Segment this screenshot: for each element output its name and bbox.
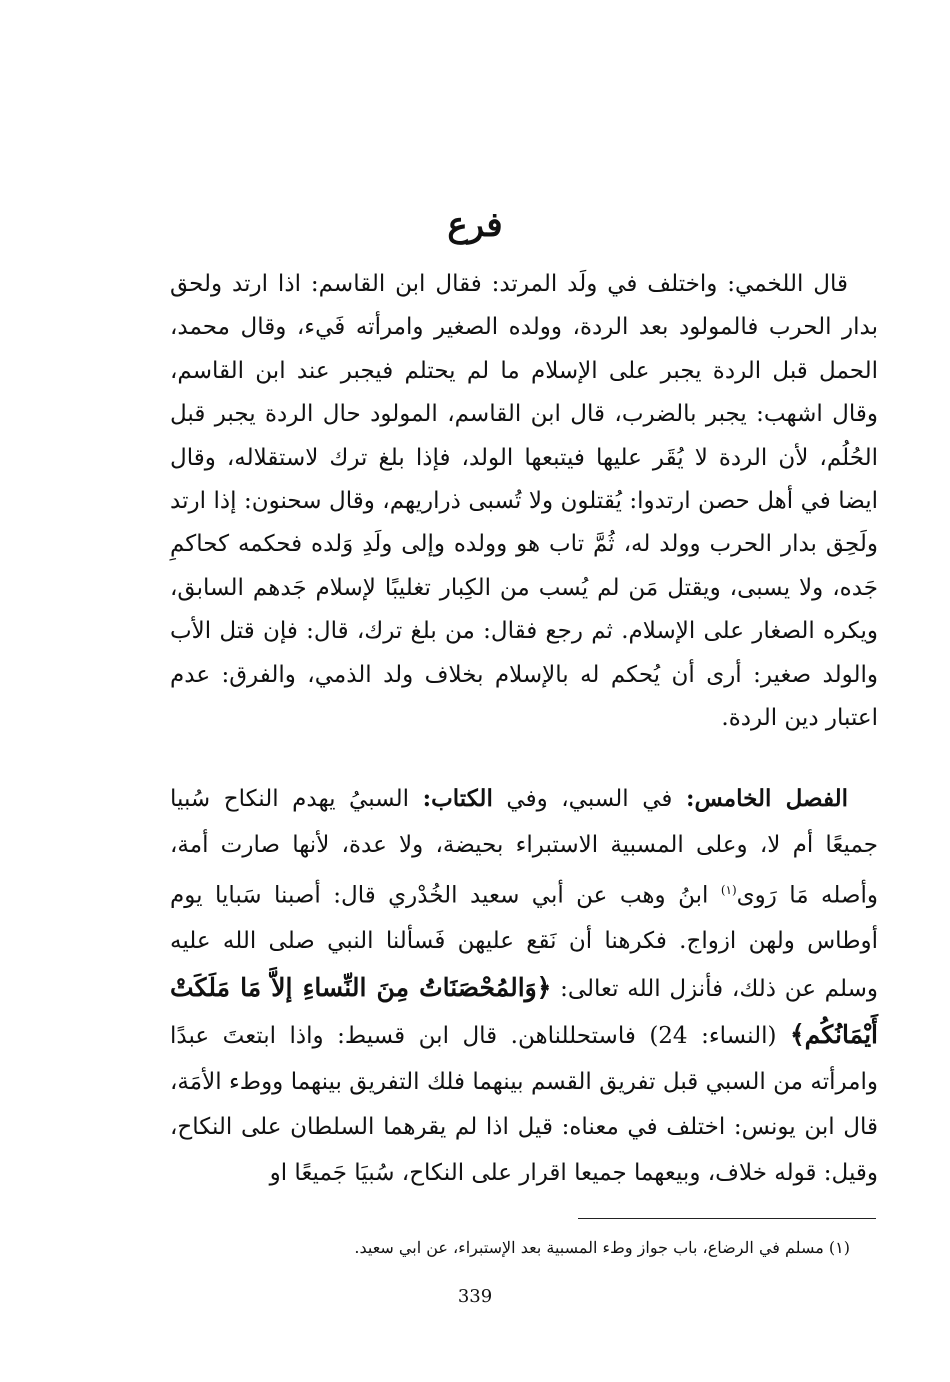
chapter-text-part1: في السبي، وفي [506, 786, 673, 812]
section-heading: فرع [447, 205, 503, 245]
fifth-chapter-block [170, 776, 878, 1196]
quran-verse: ﴿وَالمُحْصَنَاتُ مِنَ النِّساءِ إلاَّ مَا مَلَكَتْ أَيْمَانُكُم﴾ [170, 972, 878, 1050]
footnote-divider [578, 1218, 876, 1219]
paragraph-lakhmi: قال اللخمي: واختلف في ولَد المرتد: فقال ابن القاسم: اذا ارتد ولحق بدار الحرب فالمولود بعد الردة، وولده الصغير وامرأته فَيء، وقال محمد، الحمل قبل الردة يجبر على الإسلام ما لم يحتلم فيجبر عند ابن القاسم، وقال اشهب: يجبر بالضرب، قال ابن القاسم، المولود حال الردة يجبر قبل الحُلُم، لأن الردة لا يُقَر عليها فيتبعها الولد، فإذا بلغ ترك لاستقلاله، وقال ايضا في أهل حصن ارتدوا: يُقتلون ولا تُسبى ذراريهم، وقال سحنون: إذا ارتد ولَحِق بدار الحرب وولد له، ثُمَّ تاب هو وولده وإلى ولَدِ وَلده فحكمه كحاكمِ جَده، ولا يسبى، ويقتل مَن لم يُسب من الكِبار تغليبًا لإسلام جَدهم السابق، ويكره الصغار على الإسلام. ثم رجع فقال: من بلغ ترك، قال: فإن قتل الأب والولد صغير: أرى أن يُحكم له بالإسلام بخلاف ولد الذمي، والفرق: عدم اعتبار دين الردة. [170, 271, 878, 732]
first-paragraph-block [170, 263, 878, 740]
chapter-text-part2: السبيُ يهدم النكاح سُبيا جميعًا أم لا، وعلى المسبية الاستبراء بحيضة، ولا عدة، لأنها صارت أمة، وأصله مَا رَوى [170, 786, 879, 909]
footnote: (١) مسلم في الرضاع، باب جواز وطء المسبية بعد الإستبراء، عن ابي سعيد. [354, 1238, 850, 1257]
chapter-text-part4: (النساء: 24) فاستحللناهن. قال ابن قسيط: واذا ابتعتَ عبدًا وامرأته من السبي قبل تفريق القسم بينهما فلك التفريق بينهما ووطء الأمَة، قال ابن يونس: اختلف في معناه: قيل اذا لم يقرهما السلطان على النكاح، وقيل: قوله خلاف، وبيعهما جميعا اقرار على النكاح، سُبيَا جَميعًا او [170, 1023, 878, 1186]
chapter-text-part3: ابنُ وهب عن أبي سعيد الخُدْري قال: أصبنا سَبايا يوم أوطاس ولهن ازواج. فكرهنا أن نَقع عليهن فَسألنا النبي صلى الله عليه وسلم عن ذلك، فأنزل الله تعالى: [170, 882, 878, 1002]
paragraph-fifth-chapter [170, 776, 878, 1196]
page-number: 339 [457, 1286, 493, 1307]
chapter-lead-title: الفصل الخامس: [685, 785, 849, 812]
footnote-reference[interactable]: (١) [720, 883, 737, 897]
kitab-label: الكتاب: [422, 785, 493, 812]
